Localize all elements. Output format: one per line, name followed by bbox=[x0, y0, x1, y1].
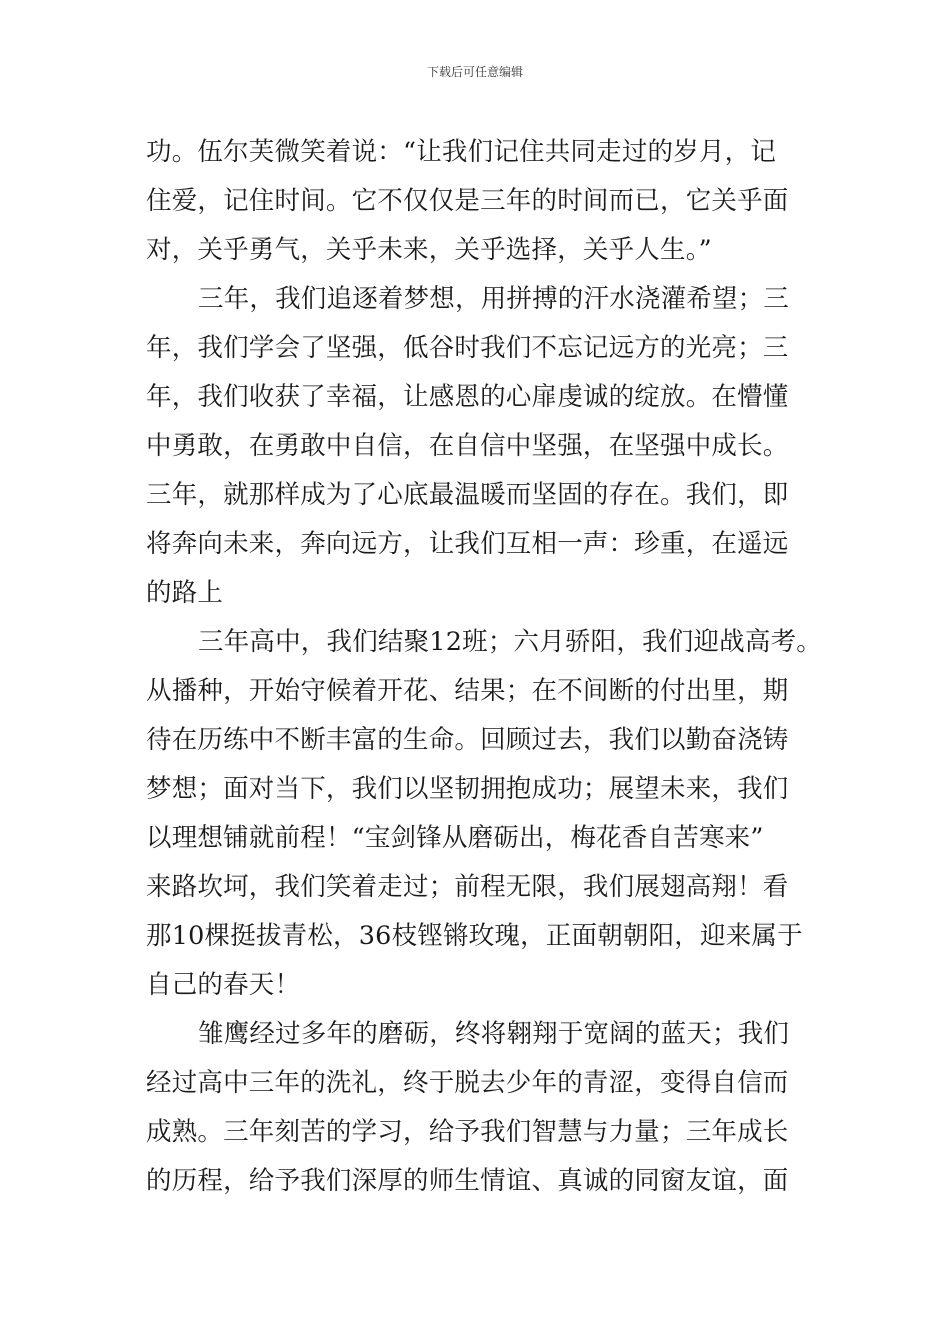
paragraph-4 bbox=[146, 1010, 826, 1206]
text-line: 自己的春天！ bbox=[146, 970, 301, 1000]
text-line: 中勇敢，在勇敢中自信，在自信中坚强，在坚强中成长。 bbox=[146, 431, 789, 461]
text-line: 以理想铺就前程！“宝剑锋从磨砺出，梅花香自苦寒来” bbox=[146, 823, 764, 853]
text-line: 三年高中，我们结聚12班；六月骄阳，我们迎战高考。 bbox=[198, 627, 822, 657]
text-line: 三年，就那样成为了心底最温暖而坚固的存在。我们，即 bbox=[146, 480, 789, 510]
text-line: 年，我们收获了幸福，让感恩的心扉虔诚的绽放。在懵懂 bbox=[146, 382, 789, 412]
text-line: 待在历练中不断丰富的生命。回顾过去，我们以勤奋浇铸 bbox=[146, 725, 789, 755]
paragraph-2 bbox=[146, 275, 826, 618]
text-line: 的路上 bbox=[146, 578, 224, 608]
text-line: 功。伍尔芙微笑着说：“让我们记住共同走过的岁月，记 bbox=[146, 137, 777, 167]
document-body bbox=[146, 128, 826, 1206]
text-line: 的历程，给予我们深厚的师生情谊、真诚的同窗友谊，面 bbox=[146, 1166, 789, 1196]
paragraph-3 bbox=[146, 618, 826, 1010]
text-line: 将奔向未来，奔向远方，让我们互相一声：珍重，在遥远 bbox=[146, 529, 789, 559]
paragraph-1 bbox=[146, 128, 826, 275]
text-line: 雏鹰经过多年的磨砺，终将翱翔于宽阔的蓝天；我们 bbox=[198, 1019, 790, 1049]
text-line: 那10棵挺拔青松，36枝铿锵玫瑰，正面朝朝阳，迎来属于 bbox=[146, 921, 803, 951]
text-line: 来路坎坷，我们笑着走过；前程无限，我们展翅高翔！看 bbox=[146, 872, 789, 902]
text-line: 三年，我们追逐着梦想，用拼搏的汗水浇灌希望；三 bbox=[198, 284, 790, 314]
header-note: 下载后可任意编辑 bbox=[426, 65, 523, 79]
text-line: 年，我们学会了坚强，低谷时我们不忘记远方的光亮；三 bbox=[146, 333, 789, 363]
text-line: 经过高中三年的洗礼，终于脱去少年的青涩，变得自信而 bbox=[146, 1068, 789, 1098]
text-line: 梦想；面对当下，我们以坚韧拥抱成功；展望未来，我们 bbox=[146, 774, 789, 804]
text-line: 对，关乎勇气，关乎未来，关乎选择，关乎人生。” bbox=[146, 235, 712, 265]
text-line: 成熟。三年刻苦的学习，给予我们智慧与力量；三年成长 bbox=[146, 1117, 789, 1147]
text-line: 从播种，开始守候着开花、结果；在不间断的付出里，期 bbox=[146, 676, 789, 706]
text-line: 住爱，记住时间。它不仅仅是三年的时间而已，它关乎面 bbox=[146, 186, 789, 216]
